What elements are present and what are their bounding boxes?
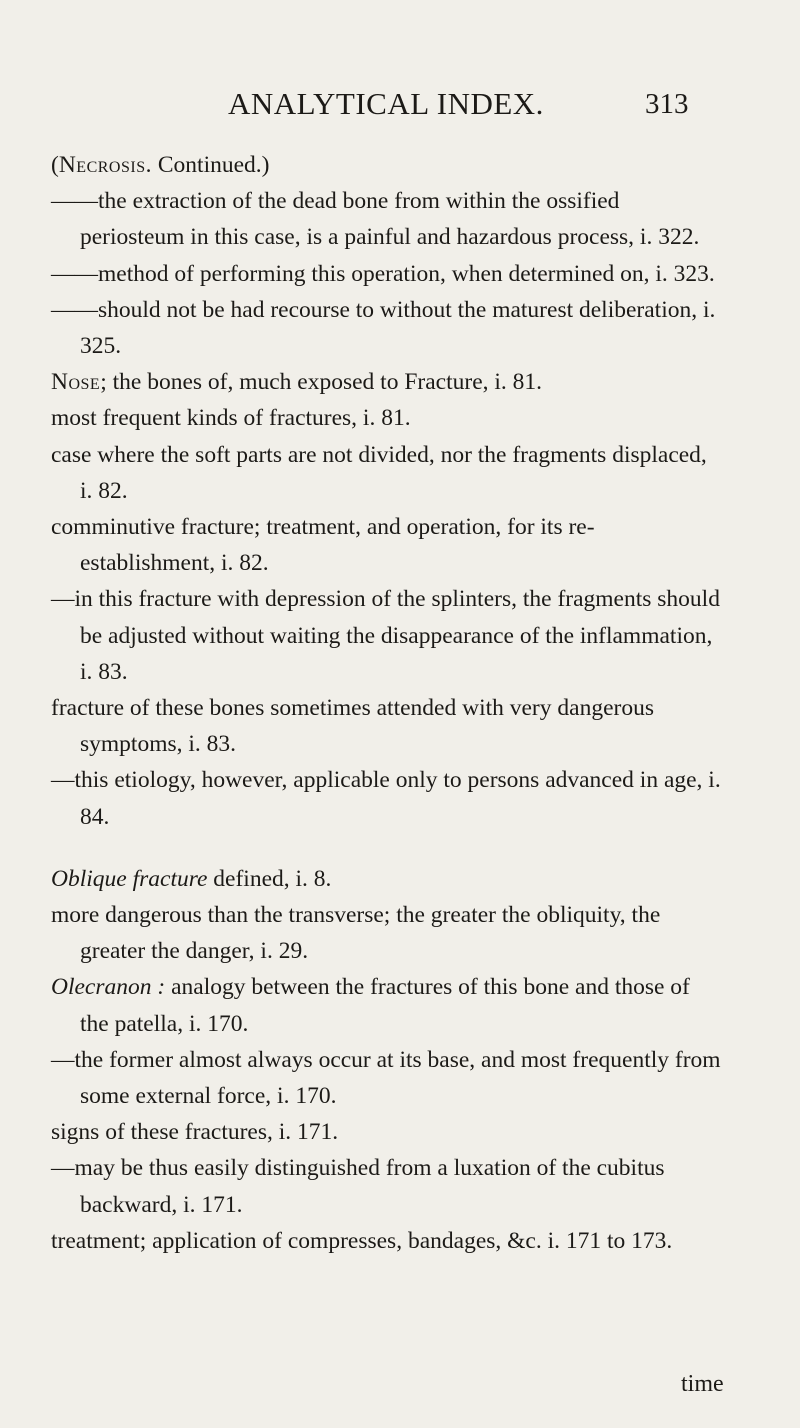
index-entry: signs of these fractures, i. 171. <box>51 1119 339 1146</box>
index-entry-oblique-fracture: Oblique fracture defined, i. 8. <box>51 865 332 892</box>
index-entry-necrosis-heading: (Necrosis. Continued.) <box>51 152 270 178</box>
index-entry: more dangerous than the transverse; the greater the obliquity, the greater the danger, i. 29. <box>51 902 661 965</box>
index-entry: ——method of performing this operation, when determined on, i. 323. <box>51 260 715 287</box>
catchword: time <box>681 1371 724 1397</box>
index-entry: treatment; application of compresses, bandages, &c. i. 171 to 173. <box>51 1227 673 1254</box>
index-entry: ——the extraction of the dead bone from within the ossified periosteum in this case, is a painful and hazardous process, i. 322. <box>51 188 700 251</box>
index-term: Necrosis. <box>58 152 152 178</box>
index-entry: —in this fracture with depression of the splinters, the fragments should be adjusted without waiting the disappearance of the inflammation, i. 83. <box>51 586 720 685</box>
page-number: 313 <box>645 88 689 120</box>
index-entry: —may be thus easily distinguished from a luxation of the cubitus backward, i. 171. <box>51 1155 665 1218</box>
index-term: Nose <box>51 369 101 396</box>
index-entry-olecranon: Olecranon : analogy between the fractures of this bone and those of the patella, i. 170. <box>51 974 690 1037</box>
index-entry: ——should not be had recourse to without the maturest deliberation, i. 325. <box>51 296 716 360</box>
running-head: ANALYTICAL INDEX. <box>228 86 544 121</box>
index-entry-nose: Nose; the bones of, much exposed to Fracture, i. 81. <box>51 369 543 396</box>
index-entry: case where the soft parts are not divided, nor the fragments displaced, i. 82. <box>51 441 707 504</box>
page-header <box>0 86 800 126</box>
index-entry: —this etiology, however, applicable only to persons advanced in age, i. 84. <box>51 767 721 830</box>
index-term: Olecranon : <box>51 974 166 1001</box>
index-body <box>0 147 800 1259</box>
index-entry: most frequent kinds of fractures, i. 81. <box>51 405 411 432</box>
index-term: Oblique fracture <box>51 865 208 892</box>
index-entry: —the former almost always occur at its base, and most frequently from some external force, i. 170. <box>51 1046 721 1110</box>
section-gap <box>0 835 800 861</box>
index-entry: comminutive fracture; treatment, and operation, for its reestablishment, i. 82. <box>51 514 595 577</box>
index-entry: fracture of these bones sometimes attended with very dangerous symptoms, i. 83. <box>51 695 654 758</box>
